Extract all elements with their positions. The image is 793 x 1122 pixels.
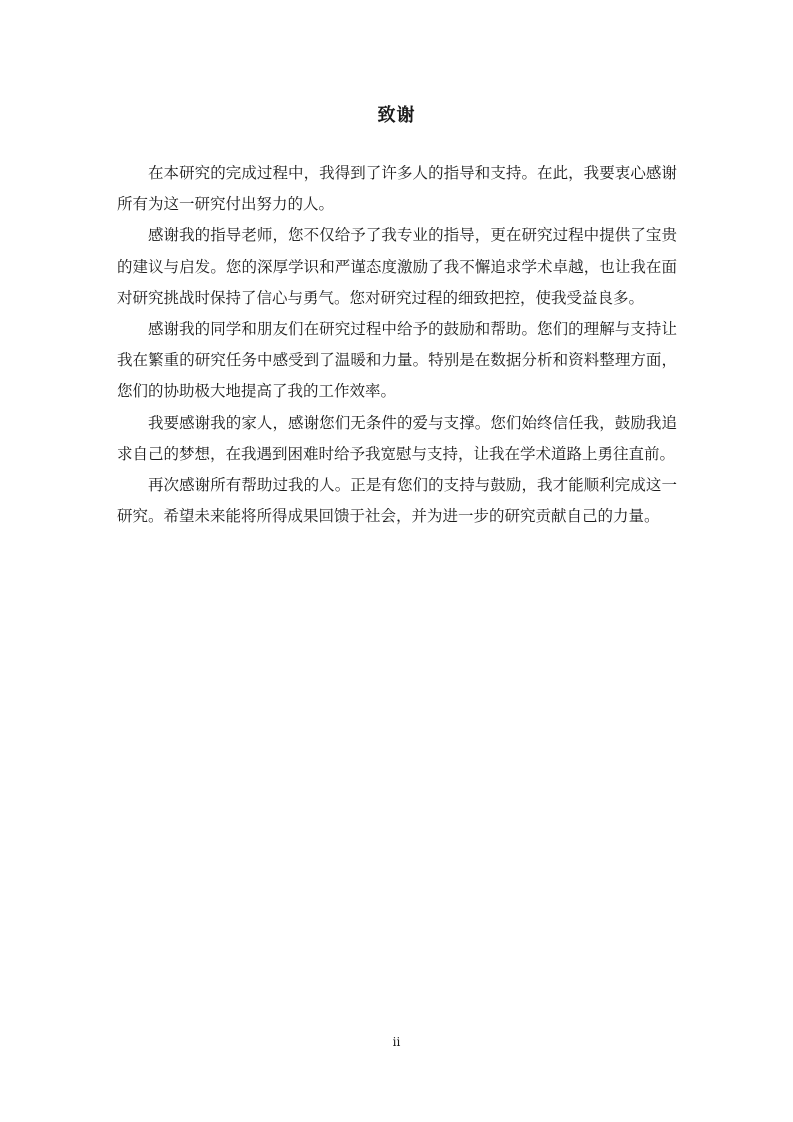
page-number: ii	[392, 1035, 401, 1049]
paragraph-5: 再次感谢所有帮助过我的人。正是有您们的支持与鼓励，我才能顺利完成这一研究。希望未来能将所得成果回馈于社会，并为进一步的研究贡献自己的力量。	[117, 476, 677, 526]
page-title: 致谢	[377, 105, 416, 126]
paragraph-4: 我要感谢我的家人，感谢您们无条件的爱与支撑。您们始终信任我，鼓励我追求自己的梦想，在我遇到困难时给予我宽慰与支持，让我在学术道路上勇往直前。	[117, 413, 677, 463]
paragraph-2: 感谢我的指导老师，您不仅给予了我专业的指导，更在研究过程中提供了宝贵的建议与启发。您的深厚学识和严谨态度激励了我不懈追求学术卓越，也让我在面对研究挑战时保持了信心与勇气。您对研究过程的细致把控，使我受益良多。	[117, 226, 677, 307]
paragraph-3: 感谢我的同学和朋友们在研究过程中给予的鼓励和帮助。您们的理解与支持让我在繁重的研究任务中感受到了温暖和力量。特别是在数据分析和资料整理方面，您们的协助极大地提高了我的工作效率。	[117, 320, 677, 401]
paragraph-1: 在本研究的完成过程中，我得到了许多人的指导和支持。在此，我要衷心感谢所有为这一研究付出努力的人。	[117, 164, 677, 214]
acknowledgement-body	[117, 158, 677, 532]
